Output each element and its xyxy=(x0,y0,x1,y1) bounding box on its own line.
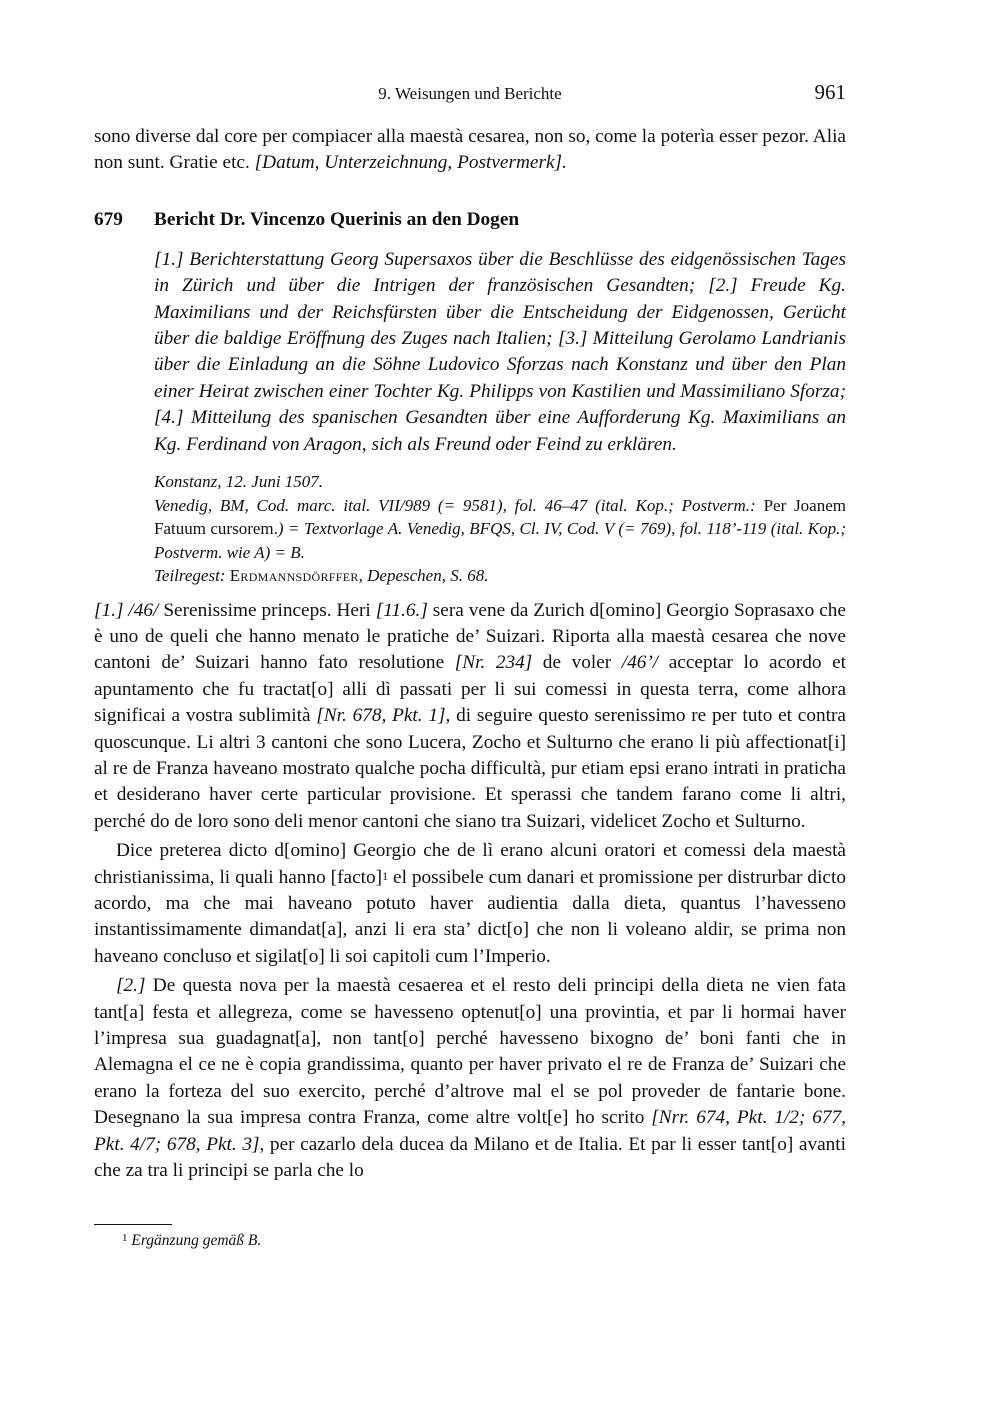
source-a-postvermerk: Per Joanem Fatuum cursorem. xyxy=(154,495,847,539)
p3-text-a: De questa nova per la maestà cesaerea et el resto deli principi della dieta ne vien fata tant[a] festa et allegreza, come se havesseno optenut[o] una provintia, et par li hormai haver l’impresa sua guadagnat[a], non tant[o] perché havesseno bixogno de’ boni fanti che in Alemagna el ce ne è copia grandissima, quanto per haver privato el re de Franza de’ Suizari che erano la forteza del suo exercito, perché d’altrove mal el se pol proveder de fantarie bone. Desegnano la sua impresa contra Franza, come altre volt[e] ho scrito xyxy=(94,975,846,1129)
p1-text-e: , di seguire questo serenissimo re per tuto et contra quoscunque. Li altri 3 cantoni che sono Lucera, Zocho et Sulturno che erano li più affectionat[i] al re de Franza haveano mostrato qualche pocha difficultà, pur etiam epsi erano intrati in praticha et desiderano haver certe particular provisione. Et sperassi che tandem farano come li altri, perché do de loro sono deli menor cantoni che siano tra Suizari, videlicet Zocho et Sulturno. xyxy=(94,705,846,832)
document-title: Bericht Dr. Vincenzo Querinis an den Dogen xyxy=(154,208,520,230)
p2-text-a: Dice preterea dicto d[omino] Georgio che de lì erano alcuni oratori et comessi dela maestà christianissima, li quali hanno [facto] xyxy=(94,840,846,888)
continuation-paragraph xyxy=(94,124,846,177)
teilregest-author: Erdmannsdörffer xyxy=(229,566,359,586)
continuation-editorial-note: [Datum, Unterzeichnung, Postvermerk]. xyxy=(254,152,567,174)
p1-text-b: sera vene da Zurich d[omino] Georgio Soprasaxo che è uno de queli che hanno menato le pratiche de’ Suizari. Riporta alla maestà cesarea che nove cantoni de’ Suizari hanno fato resolutione xyxy=(94,599,846,674)
p1-text-c: de voler xyxy=(532,652,622,674)
document-metadata xyxy=(154,470,846,588)
footnote-reference[interactable]: 1 xyxy=(382,868,389,883)
body-paragraph-1 xyxy=(94,598,846,836)
place-date: Konstanz, 12. Juni 1507. xyxy=(154,472,324,492)
p1-folio-marker: /46’/ xyxy=(621,652,659,674)
page-number: 961 xyxy=(814,80,846,104)
p1-text-a: Serenissime princeps. Heri xyxy=(158,599,376,621)
footnote-divider xyxy=(94,1224,172,1225)
document-body xyxy=(94,598,846,1185)
document-number: 679 xyxy=(94,208,123,230)
document-heading xyxy=(94,207,846,233)
p1-marker: [1.] /46/ xyxy=(94,599,159,621)
page xyxy=(94,80,846,1185)
p2-text-b: el possibele cum danari et promissione per distrurbar dicto acordo, ma che mai haveano potuto haver audientia dalla dieta, quantus l’havesseno instantissimamente dimandat[a], anzi li era sta’ dict[o] che non li voleano aldir, se prima non haveano concluso et sigilat[o] li soi capitoli cum l’Imperio. xyxy=(94,866,846,967)
source-note xyxy=(154,494,846,565)
teilregest-ref: , Depeschen, S. 68. xyxy=(358,566,489,586)
body-paragraph-3 xyxy=(94,973,846,1184)
continuation-text: sono diverse dal core per compiacer alla maestà cesarea, non so, come la poterìa esser pezor. Alia non sunt. Gratie etc. xyxy=(94,126,846,174)
source-a-part3: ) = Textvorlage A. Venedig, BFQS, Cl. IV, Cod. V (= 769), fol. 118’-119 (ital. Kop.; Postverm. wie A) = B. xyxy=(154,519,846,562)
running-title: 9. Weisungen und Berichte xyxy=(378,84,562,103)
regest: [1.] Berichterstattung Georg Supersaxos über die Beschlüsse des eidgenössischen Tages in Zürich und über die Intrigen der französischen Gesandten; [2.] Freude Kg. Maximilians und der Reichsfürsten über die Entscheidung der Eidgenossen, Gerücht über die baldige Eröffnung des Zuges nach Italien; [3.] Mitteilung Gerolamo Landrianis über die Einladung an die Söhne Ludovico Sforzas nach Konstanz und über den Plan einer Heirat zwischen einer Tochter Kg. Philipps von Kastilien und Massimiliano Sforza; [4.] Mitteilung des spanischen Gesandten über eine Aufforderung Kg. Maximilians an Kg. Ferdinand von Aragon, sich als Freund oder Feind zu erklären. xyxy=(154,248,846,455)
p3-text-b: , per cazarlo dela ducea da Milano et de Italia. Et par li esser tant[o] avanti che za tra li principi se parla che lo xyxy=(94,1133,846,1182)
p1-ref-b: [Nr. 678, Pkt. 1] xyxy=(316,705,446,727)
source-a-part1: Venedig, BM, Cod. marc. ital. VII/989 (= 9581), fol. 46–47 (ital. Kop.; Postverm.: xyxy=(154,495,764,515)
p1-date-ref: [11.6.] xyxy=(375,599,428,621)
p1-text-d: acceptar lo acordo et apuntamento che fu tractat[o] alli dì passati per li sui comessi in questa terra, come alhora significai a vostra sublimità xyxy=(94,652,846,727)
footnote xyxy=(122,1232,261,1250)
footnote-marker: 1 xyxy=(122,1232,128,1244)
body-paragraph-2 xyxy=(94,838,846,970)
teilregest-label: Teilregest: xyxy=(154,566,230,586)
teilregest-note xyxy=(154,564,846,588)
running-header xyxy=(94,80,846,110)
footnote-text: Ergänzung gemäß B. xyxy=(131,1232,262,1249)
p3-ref: [Nrr. 674, Pkt. 1/2; 677, Pkt. 4/7; 678, Pkt. 3] xyxy=(94,1107,846,1155)
p1-ref-a: [Nr. 234] xyxy=(454,652,533,674)
p3-marker: [2.] xyxy=(116,975,146,997)
